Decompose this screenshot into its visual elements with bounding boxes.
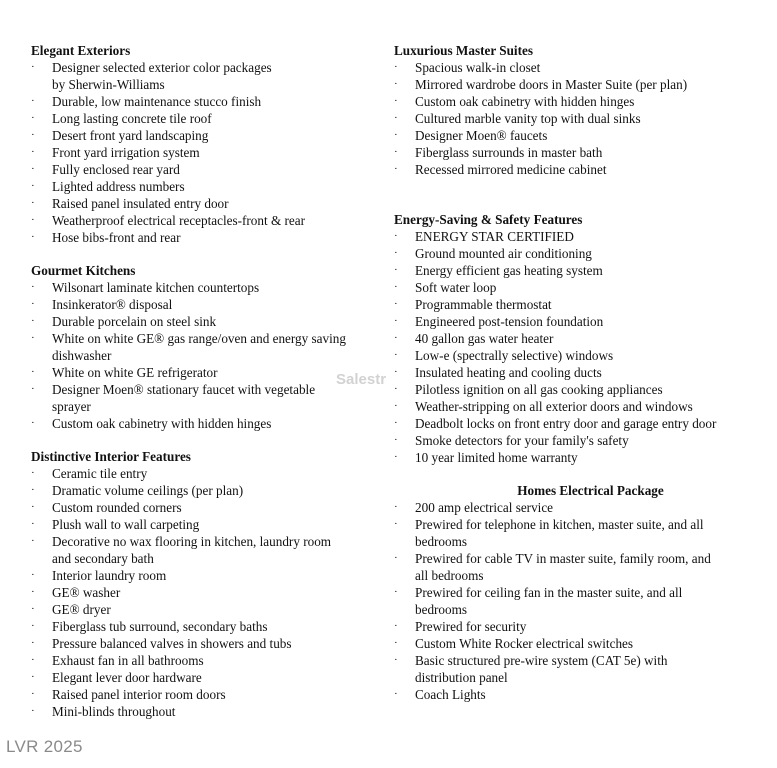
bullet-icon: · [394, 586, 398, 598]
section-title: Homes Electrical Package [517, 483, 664, 498]
bullet-icon: · [394, 163, 398, 175]
bullet-icon: · [31, 214, 35, 226]
bullet-icon: · [31, 298, 35, 310]
section-distinctive-interior-features [31, 448, 381, 720]
bullet-icon: · [31, 586, 35, 598]
bullet-icon: · [394, 366, 398, 378]
bullet-icon: · [394, 654, 398, 666]
list-item [31, 59, 381, 93]
list-item [394, 584, 769, 618]
bullet-icon: · [394, 349, 398, 361]
list-item-text: Fully enclosed rear yard [52, 162, 180, 177]
list-item [31, 330, 381, 364]
list-item-text: Custom oak cabinetry with hidden hinges [52, 416, 272, 431]
list-item [394, 144, 769, 161]
list-item-text: Mini-blinds throughout [52, 704, 176, 719]
list-item [31, 110, 381, 127]
list-item-text: Front yard irrigation system [52, 145, 200, 160]
list-item-text: Prewired for telephone in kitchen, master suite, and all [415, 517, 704, 532]
list-item-text: Ceramic tile entry [52, 466, 148, 481]
section-title: Gourmet Kitchens [31, 263, 136, 278]
list-item-text: all bedrooms [415, 568, 484, 583]
list-item [31, 279, 381, 296]
bullet-icon: · [394, 552, 398, 564]
list-item [31, 703, 381, 720]
list-item [31, 415, 381, 432]
list-item-text: GE® dryer [52, 602, 111, 617]
bullet-icon: · [394, 688, 398, 700]
list-item-text: White on white GE® gas range/oven and energy saving [52, 331, 346, 346]
list-item [394, 686, 769, 703]
list-item-text: Low-e (spectrally selective) windows [415, 348, 614, 363]
feature-list [31, 59, 381, 246]
list-item-text: Insinkerator® disposal [52, 297, 173, 312]
list-item [31, 195, 381, 212]
list-item [31, 516, 381, 533]
list-item-text: Soft water loop [415, 280, 497, 295]
list-item-text: Durable porcelain on steel sink [52, 314, 217, 329]
list-item-text: Smoke detectors for your family's safety [415, 433, 629, 448]
list-item-text: Prewired for security [415, 619, 527, 634]
bullet-icon: · [394, 112, 398, 124]
list-item-text: Interior laundry room [52, 568, 167, 583]
bullet-icon: · [31, 671, 35, 683]
list-item-text: and secondary bath [52, 551, 154, 566]
list-item-text: Engineered post-tension foundation [415, 314, 604, 329]
list-item-text: Weather-stripping on all exterior doors and windows [415, 399, 693, 414]
list-item [31, 533, 381, 567]
list-item-text: Basic structured pre-wire system (CAT 5e) with [415, 653, 668, 668]
list-item-text: Hose bibs-front and rear [52, 230, 181, 245]
bullet-icon: · [394, 264, 398, 276]
list-item [31, 212, 381, 229]
list-item-text: White on white GE refrigerator [52, 365, 218, 380]
bullet-icon: · [31, 112, 35, 124]
bullet-icon: · [31, 332, 35, 344]
bullet-icon: · [31, 705, 35, 717]
list-item [394, 296, 769, 313]
list-item [31, 313, 381, 330]
list-item [31, 669, 381, 686]
list-item [394, 161, 769, 178]
bullet-icon: · [394, 315, 398, 327]
section-title: Elegant Exteriors [31, 43, 131, 58]
list-item-text: Plush wall to wall carpeting [52, 517, 200, 532]
left-column [31, 42, 381, 736]
bullet-icon: · [31, 417, 35, 429]
list-item-text: Ground mounted air conditioning [415, 246, 592, 261]
list-item [394, 652, 769, 686]
bullet-icon: · [31, 688, 35, 700]
list-item [394, 245, 769, 262]
list-item-text: Decorative no wax flooring in kitchen, laundry room [52, 534, 332, 549]
bullet-icon: · [31, 281, 35, 293]
bullet-icon: · [31, 383, 35, 395]
bullet-icon: · [31, 129, 35, 141]
bullet-icon: · [31, 620, 35, 632]
list-item [394, 618, 769, 635]
list-item [31, 229, 381, 246]
list-item [394, 516, 769, 550]
feature-list [394, 59, 769, 178]
list-item [31, 567, 381, 584]
section-elegant-exteriors [31, 42, 381, 246]
list-item-text: Pressure balanced valves in showers and tubs [52, 636, 292, 651]
section-title: Luxurious Master Suites [394, 43, 533, 58]
section-energy-saving-safety-features [394, 211, 769, 466]
section-homes-electrical-package [394, 482, 769, 703]
bullet-icon: · [31, 197, 35, 209]
list-item-text: Long lasting concrete tile roof [52, 111, 212, 126]
bullet-icon: · [31, 231, 35, 243]
list-item-text: Coach Lights [415, 687, 486, 702]
list-item-text: 200 amp electrical service [415, 500, 554, 515]
list-item-text: Lighted address numbers [52, 179, 185, 194]
list-item [31, 635, 381, 652]
list-item [394, 279, 769, 296]
right-column [394, 42, 769, 719]
section-luxurious-master-suites [394, 42, 769, 178]
bullet-icon: · [394, 61, 398, 73]
list-item-text: Insulated heating and cooling ducts [415, 365, 602, 380]
bullet-icon: · [31, 315, 35, 327]
bullet-icon: · [31, 654, 35, 666]
list-item [31, 601, 381, 618]
bullet-icon: · [31, 163, 35, 175]
list-item-text: sprayer [52, 399, 91, 414]
list-item [394, 432, 769, 449]
list-item [31, 652, 381, 669]
bullet-icon: · [31, 501, 35, 513]
bullet-icon: · [31, 603, 35, 615]
list-item-text: Programmable thermostat [415, 297, 552, 312]
list-item [394, 93, 769, 110]
list-item-text: 10 year limited home warranty [415, 450, 578, 465]
bullet-icon: · [394, 383, 398, 395]
list-item [394, 110, 769, 127]
list-item [31, 296, 381, 313]
bullet-icon: · [394, 417, 398, 429]
bullet-icon: · [31, 484, 35, 496]
list-item [31, 93, 381, 110]
list-item [394, 228, 769, 245]
list-item [31, 144, 381, 161]
list-item-text: Designer selected exterior color packages [52, 60, 272, 75]
bullet-icon: · [31, 535, 35, 547]
feature-list [394, 228, 769, 466]
list-item-text: Spacious walk-in closet [415, 60, 541, 75]
bullet-icon: · [394, 518, 398, 530]
list-item [394, 635, 769, 652]
list-item-text: ENERGY STAR CERTIFIED [415, 229, 574, 244]
list-item-text: Pilotless ignition on all gas cooking appliances [415, 382, 663, 397]
footer-logo: LVR 2025 [6, 737, 83, 756]
list-item [31, 127, 381, 144]
list-item-text: by Sherwin-Williams [52, 77, 165, 92]
list-item [31, 161, 381, 178]
bullet-icon: · [31, 637, 35, 649]
list-item-text: Custom White Rocker electrical switches [415, 636, 634, 651]
list-item [394, 313, 769, 330]
list-item [394, 550, 769, 584]
list-item [394, 449, 769, 466]
list-item-text: bedrooms [415, 602, 468, 617]
list-item [31, 618, 381, 635]
bullet-icon: · [394, 400, 398, 412]
feature-list [31, 465, 381, 720]
list-item [394, 127, 769, 144]
bullet-icon: · [394, 146, 398, 158]
list-item [394, 381, 769, 398]
list-item-text: Deadbolt locks on front entry door and garage entry door [415, 416, 717, 431]
watermark-text: Salestr [336, 371, 387, 388]
bullet-icon: · [31, 366, 35, 378]
list-item [394, 499, 769, 516]
bullet-icon: · [394, 332, 398, 344]
bullet-icon: · [31, 518, 35, 530]
bullet-icon: · [31, 569, 35, 581]
list-item [31, 465, 381, 482]
section-title: Distinctive Interior Features [31, 449, 191, 464]
list-item-text: Fiberglass tub surround, secondary baths [52, 619, 268, 634]
bullet-icon: · [394, 129, 398, 141]
bullet-icon: · [394, 298, 398, 310]
list-item-text: Desert front yard landscaping [52, 128, 209, 143]
bullet-icon: · [31, 95, 35, 107]
list-item-text: Raised panel interior room doors [52, 687, 226, 702]
list-item [394, 398, 769, 415]
list-item-text: Designer Moen® faucets [415, 128, 548, 143]
list-item-text: dishwasher [52, 348, 112, 363]
list-item-text: Energy efficient gas heating system [415, 263, 603, 278]
list-item-text: Prewired for ceiling fan in the master suite, and all [415, 585, 683, 600]
feature-list [394, 499, 769, 703]
list-item [394, 330, 769, 347]
list-item [394, 76, 769, 93]
list-item-text: Custom oak cabinetry with hidden hinges [415, 94, 635, 109]
list-item-text: Weatherproof electrical receptacles-front & rear [52, 213, 306, 228]
list-item-text: Cultured marble vanity top with dual sinks [415, 111, 641, 126]
section-gourmet-kitchens [31, 262, 381, 432]
list-item [394, 59, 769, 76]
bullet-icon: · [394, 247, 398, 259]
list-item-text: Durable, low maintenance stucco finish [52, 94, 262, 109]
list-item [31, 381, 381, 415]
bullet-icon: · [31, 146, 35, 158]
list-item [31, 499, 381, 516]
list-item-text: Fiberglass surrounds in master bath [415, 145, 603, 160]
bullet-icon: · [394, 78, 398, 90]
bullet-icon: · [394, 451, 398, 463]
bullet-icon: · [394, 230, 398, 242]
list-item [31, 686, 381, 703]
bullet-icon: · [394, 434, 398, 446]
bullet-icon: · [394, 95, 398, 107]
bullet-icon: · [31, 180, 35, 192]
list-item-text: GE® washer [52, 585, 121, 600]
list-item-text: Custom rounded corners [52, 500, 182, 515]
list-item-text: bedrooms [415, 534, 468, 549]
bullet-icon: · [394, 501, 398, 513]
list-item [31, 178, 381, 195]
list-item [394, 347, 769, 364]
bullet-icon: · [394, 637, 398, 649]
list-item [394, 415, 769, 432]
list-item [394, 262, 769, 279]
bullet-icon: · [31, 61, 35, 73]
list-item-text: Recessed mirrored medicine cabinet [415, 162, 607, 177]
list-item-text: Elegant lever door hardware [52, 670, 202, 685]
section-title: Energy-Saving & Safety Features [394, 212, 583, 227]
list-item [31, 482, 381, 499]
list-item-text: Dramatic volume ceilings (per plan) [52, 483, 244, 498]
list-item [31, 584, 381, 601]
list-item-text: distribution panel [415, 670, 508, 685]
list-item-text: Designer Moen® stationary faucet with vegetable [52, 382, 316, 397]
feature-list [31, 279, 381, 432]
list-item-text: Exhaust fan in all bathrooms [52, 653, 204, 668]
list-item-text: 40 gallon gas water heater [415, 331, 554, 346]
bullet-icon: · [394, 620, 398, 632]
bullet-icon: · [394, 281, 398, 293]
list-item-text: Wilsonart laminate kitchen countertops [52, 280, 260, 295]
list-item-text: Prewired for cable TV in master suite, family room, and [415, 551, 711, 566]
list-item-text: Raised panel insulated entry door [52, 196, 229, 211]
bullet-icon: · [31, 467, 35, 479]
list-item [31, 364, 381, 381]
list-item-text: Mirrored wardrobe doors in Master Suite (per plan) [415, 77, 688, 92]
list-item [394, 364, 769, 381]
